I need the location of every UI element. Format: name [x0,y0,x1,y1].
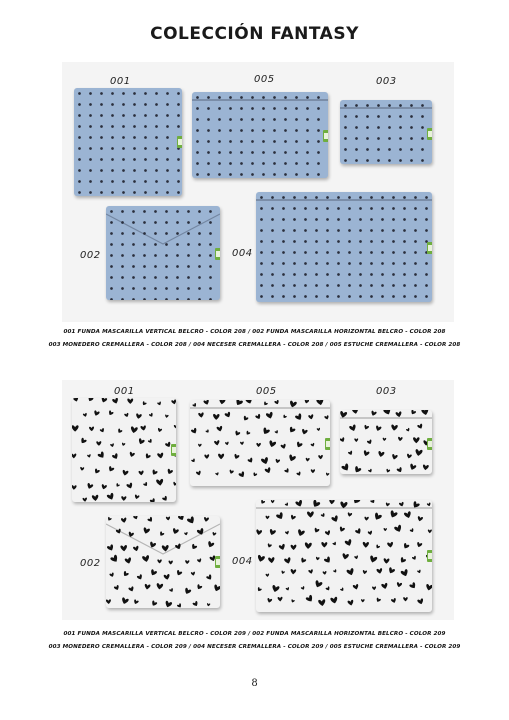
heart-icon [321,513,327,520]
product-code-002: 002 [80,558,101,569]
caption-line-1-white: 001 FUNDA MASCARILLA VERTICAL BELCRO - COLOR 209 / 002 FUNDA MASCARILLA HORIZONTAL BELCRO - COLOR 209 [63,631,446,637]
heart-icon [410,528,416,535]
heart-icon [296,471,302,478]
heart-icon [100,428,107,436]
mask-case-vertical-white [72,398,176,502]
heart-icon [290,569,296,578]
brand-tag [427,242,432,254]
heart-icon [362,450,370,460]
heart-icon [97,451,107,462]
product-code-004: 004 [232,248,253,259]
heart-icon [287,426,296,436]
heart-icon [216,426,224,435]
heart-icon [374,544,380,551]
heart-icon [340,437,346,445]
heart-icon [321,542,327,551]
heart-icon [106,466,114,475]
heart-icon [377,451,385,461]
heart-pattern [256,500,432,612]
heart-icon [261,457,271,469]
heart-icon [415,542,422,551]
heart-icon [198,412,204,421]
heart-icon [353,584,361,593]
heart-icon [318,455,323,462]
heart-icon [138,470,144,478]
heart-icon [303,400,309,406]
brand-tag [427,438,432,450]
heart-icon [133,494,139,502]
heart-icon [304,542,312,553]
heart-icon [404,511,414,523]
heart-icon [398,557,407,567]
heart-icon [124,413,130,420]
heart-icon [268,557,275,567]
product-code-001: 001 [110,76,131,87]
heart-icon [370,500,377,506]
heart-icon [340,587,346,593]
heart-icon [396,467,404,474]
heart-icon [252,472,258,479]
heart-icon [285,531,290,537]
heart-icon [387,542,394,551]
heart-icon [309,500,320,512]
heart-icon [92,495,99,502]
heart-icon [341,463,352,474]
heart-icon [244,430,251,437]
heart-icon [400,569,410,581]
heart-icon [311,469,315,475]
heart-pattern [190,400,330,486]
heart-icon [324,556,334,567]
heart-icon [409,582,419,593]
heart-icon [241,415,249,423]
flap-seam [106,206,220,300]
heart-pattern [340,410,432,474]
heart-icon [232,454,239,463]
heart-icon [106,410,113,418]
heart-icon [337,526,345,535]
heart-icon [106,493,116,502]
heart-icon [341,553,349,563]
heart-icon [344,539,354,551]
heart-icon [348,450,355,457]
heart-icon [332,541,338,547]
heart-icon [256,587,262,594]
heart-icon [191,428,200,438]
heart-icon [233,430,241,439]
heart-icon [264,467,273,477]
heart-icon [390,454,397,463]
heart-icon [265,516,269,522]
heart-icon [270,585,279,597]
heart-icon [284,557,293,568]
heart-icon [224,411,233,421]
heart-icon [325,530,332,539]
heart-icon [403,597,408,604]
product-code-003: 003 [376,76,397,87]
heart-icon [406,428,411,434]
heart-icon [346,568,356,580]
heart-icon [162,496,170,502]
page-number: 8 [251,678,258,689]
heart-icon [312,580,322,592]
heart-icon [164,414,168,420]
heart-icon [308,414,315,422]
zipper [256,199,432,201]
heart-icon [331,515,341,526]
heart-icon [116,428,123,436]
heart-icon [172,482,176,489]
heart-icon [204,454,209,461]
heart-icon [280,444,287,453]
heart-icon [385,469,390,474]
heart-icon [425,584,432,595]
brand-tag [215,556,220,568]
brand-tag [323,130,328,142]
pencil-case-white [190,400,330,486]
zipper [256,507,432,509]
zipper [340,417,432,419]
heart-icon [225,442,230,448]
flap-seam [106,516,220,608]
heart-icon [266,543,272,550]
heart-icon [85,483,93,493]
heart-icon [363,542,369,551]
heart-icon [312,527,319,535]
heart-icon [396,582,403,590]
heart-icon [386,567,395,578]
heart-icon [121,470,128,480]
heart-icon [417,598,425,608]
heart-icon [347,600,355,610]
heart-icon [412,556,418,563]
heart-icon [325,472,330,478]
product-code-005: 005 [256,386,277,397]
heart-icon [281,414,287,420]
heart-icon [96,441,101,449]
heart-icon [121,496,126,502]
heart-icon [228,470,234,477]
mask-case-vertical-blue [74,88,182,196]
heart-icon [259,500,265,507]
heart-icon [196,470,203,478]
heart-icon [301,586,307,592]
heart-icon [305,458,310,464]
mask-case-horizontal-blue [106,206,220,300]
heart-icon [99,398,107,406]
heart-icon [300,429,307,438]
heart-icon [307,511,314,521]
heart-icon [428,529,432,535]
heart-icon [367,439,374,447]
pencil-case-blue [192,92,328,178]
heart-icon [284,468,291,476]
heart-icon [368,555,378,567]
heart-icon [371,512,382,524]
heart-icon [382,438,386,444]
heart-icon [395,411,402,421]
heart-icon [325,586,331,593]
heart-icon [315,557,319,563]
heart-icon [82,497,87,502]
heart-icon [310,443,315,449]
heart-icon [92,410,100,419]
brand-tag [215,248,220,260]
heart-icon [296,529,306,541]
heart-icon [317,428,321,433]
heart-icon [355,528,364,538]
zipper [340,107,432,109]
product-photo-panel-white [62,380,454,620]
toiletry-bag-blue [256,192,432,302]
product-code-002: 002 [80,250,101,261]
heart-icon [156,479,164,490]
heart-icon [157,428,163,435]
product-code-005: 005 [254,74,275,85]
heart-icon [278,597,283,605]
heart-icon [330,596,339,607]
heart-icon [121,442,125,448]
caption-line-1-blue: 001 FUNDA MASCARILLA VERTICAL BELCRO - COLOR 208 / 002 FUNDA MASCARILLA HORIZONTAL BELCRO - COLOR 208 [63,329,446,335]
heart-icon [408,463,417,474]
heart-icon [383,528,387,533]
heart-pattern [72,398,176,502]
zipper [190,407,330,409]
heart-icon [72,425,79,435]
heart-icon [73,398,80,405]
heart-icon [362,570,367,577]
heart-icon [89,426,94,434]
product-code-003: 003 [376,386,397,397]
heart-icon [280,570,285,576]
heart-icon [274,430,279,436]
heart-icon [171,399,176,407]
heart-icon [387,510,398,522]
product-code-004: 004 [232,556,253,567]
heart-icon [140,425,147,434]
heart-icon [333,569,338,575]
heart-icon [256,529,262,538]
heart-icon [368,469,374,474]
heart-icon [72,454,76,462]
heart-icon [136,438,145,448]
caption-line-2-blue: 003 MONEDERO CREMALLERA - COLOR 208 / 004 NECESER CREMALLERA - COLOR 208 / 005 ESTUCHE CREMALLERA - COLOR 208 [48,342,461,348]
heart-icon [291,545,297,554]
heart-icon [256,443,261,450]
heart-icon [140,401,146,408]
brand-tag [427,128,432,140]
heart-icon [354,438,358,444]
heart-icon [110,443,115,449]
heart-icon [397,437,402,444]
heart-icon [191,458,197,465]
heart-icon [127,398,133,407]
heart-icon [238,471,247,481]
heart-icon [266,412,275,423]
heart-icon [417,423,425,432]
heart-icon [260,427,270,439]
heart-icon [390,424,398,434]
heart-icon [149,413,155,420]
heart-icon [215,472,220,478]
heart-icon [417,569,422,575]
heart-icon [416,516,423,525]
heart-icon [361,599,365,604]
heart-icon [308,569,314,577]
heart-icon [213,414,220,424]
heart-icon [112,398,120,407]
heart-icon [374,597,381,605]
heart-icon [368,530,374,537]
heart-icon [290,599,295,605]
heart-icon [157,452,164,462]
heart-icon [143,482,150,489]
heart-icon [295,413,305,424]
heart-icon [126,482,135,492]
heart-icon [174,424,176,431]
heart-icon [135,413,142,422]
coin-purse-white [340,410,432,474]
heart-icon [83,413,89,420]
heart-icon [247,457,255,466]
heart-icon [279,544,287,554]
heart-icon [289,515,296,523]
caption-line-2-white: 003 MONEDERO CREMALLERA - COLOR 209 / 004 NECESER CREMALLERA - COLOR 209 / 005 ESTUCHE CREMALLERA - COLOR 209 [48,644,461,650]
heart-icon [383,558,389,567]
heart-icon [266,573,270,578]
heart-icon [294,441,303,451]
brand-tag [427,550,432,562]
product-photo-panel-blue [62,62,454,322]
heart-icon [287,454,297,465]
heart-icon [286,587,291,593]
heart-icon [72,485,77,493]
heart-icon [218,454,224,463]
heart-icon [276,512,287,524]
heart-icon [100,484,107,493]
heart-icon [267,440,276,451]
heart-icon [414,449,423,460]
heart-icon [298,557,306,566]
heart-icon [318,599,326,610]
heart-icon [255,414,263,423]
heart-icon [394,524,405,536]
heart-icon [274,459,280,466]
mask-case-horizontal-white [106,516,220,608]
heart-icon [422,464,429,473]
heart-icon [86,398,94,405]
heart-icon [157,401,163,408]
heart-icon [354,555,359,561]
heart-icon [80,467,85,473]
heart-icon [372,586,376,592]
heart-icon [165,468,173,477]
heart-icon [256,555,265,567]
brand-tag [325,438,330,450]
coin-purse-blue [340,100,432,164]
heart-icon [78,437,87,447]
heart-icon [150,469,158,478]
heart-icon [87,454,92,460]
product-code-001: 001 [114,386,135,397]
zipper [192,99,328,101]
heart-icon [240,441,244,447]
heart-icon [352,466,362,474]
heart-icon [349,424,358,435]
heart-icon [198,444,202,449]
heart-icon [214,440,221,449]
heart-icon [376,568,383,577]
heart-icon [295,500,305,511]
heart-icon [129,426,137,437]
heart-icon [305,595,316,607]
heart-icon [271,500,275,505]
heart-icon [401,543,410,553]
brand-tag [177,136,182,148]
heart-icon [324,415,330,422]
heart-icon [148,439,154,446]
heart-icon [267,529,276,539]
heart-icon [362,425,369,433]
heart-icon [406,454,412,462]
heart-icon [114,483,120,489]
toiletry-bag-white [256,500,432,612]
heart-icon [374,425,382,434]
heart-icon [323,571,328,577]
brand-tag [171,444,176,456]
heart-icon [413,437,420,447]
heart-icon [112,453,121,463]
heart-icon [347,512,353,519]
heart-icon [364,517,369,524]
heart-icon [381,583,389,593]
heart-icon [266,598,272,606]
heart-icon [92,468,100,477]
heart-icon [143,453,151,462]
heart-icon [205,429,210,435]
heart-icon [391,598,398,606]
heart-icon [150,498,158,502]
page-title: COLECCIÓN FANTASY [150,24,359,44]
heart-icon [128,452,135,461]
